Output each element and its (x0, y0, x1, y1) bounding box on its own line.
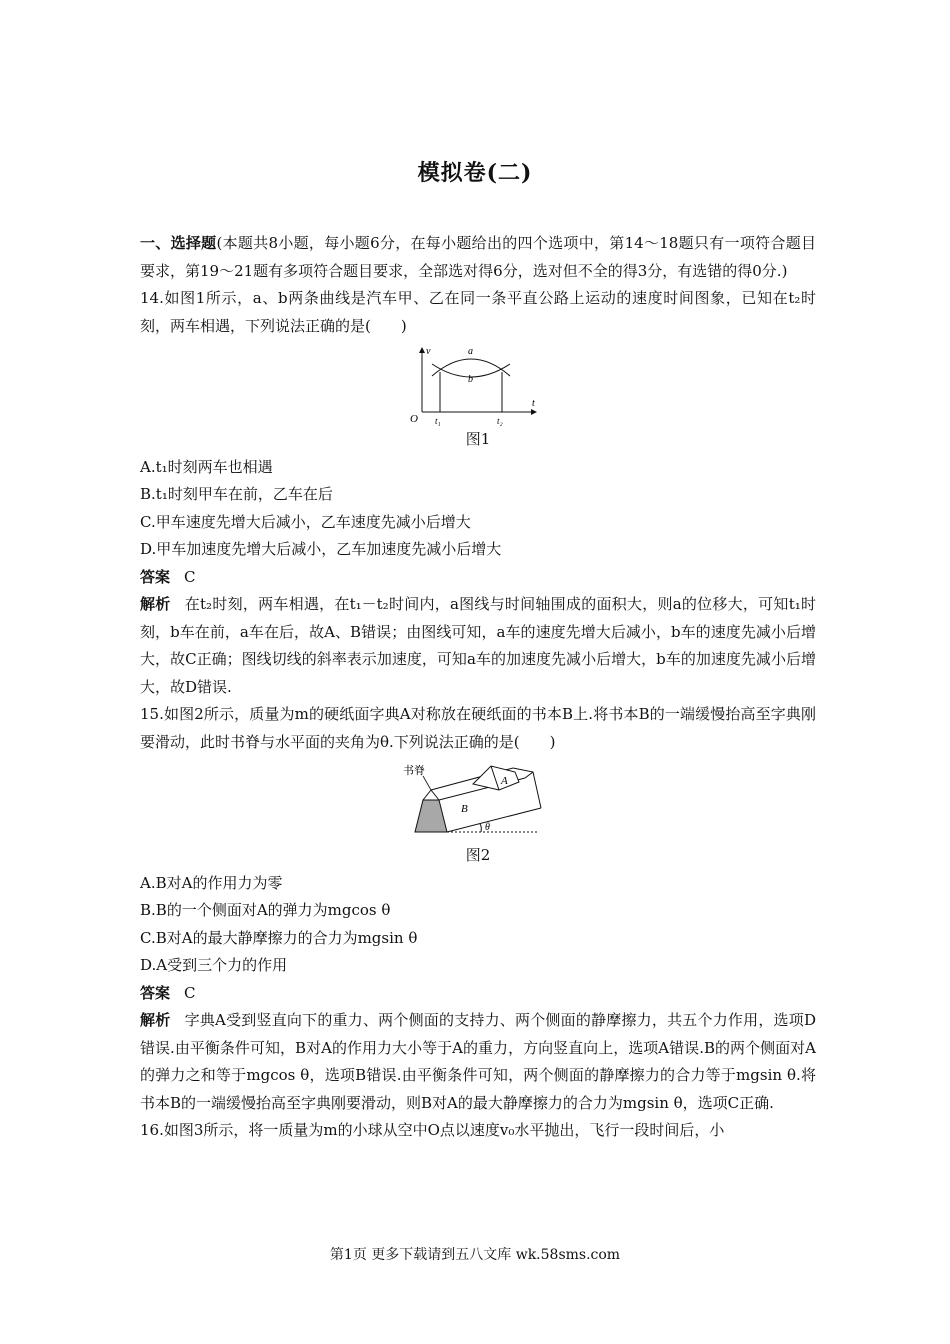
book-end-face (415, 800, 447, 832)
q14-option-a: A.t₁时刻两车也相遇 (140, 457, 273, 476)
q15-option-d: D.A受到三个力的作用 (140, 956, 288, 974)
q14-stem: 14.如图1所示，a、b两条曲线是汽车甲、乙在同一条平直公路上运动的速度时间图象，已知在t₂时刻，两车相遇，下列说法正确的是( ) (140, 289, 816, 335)
q16-stem: 16.如图3所示，将一质量为m的小球从空中O点以速度v₀水平抛出，飞行一段时间后，小 (140, 1121, 725, 1139)
label-a: A (501, 775, 508, 787)
analysis-label: 解析 (140, 1011, 171, 1029)
v-label: v (426, 346, 431, 357)
q14-analysis (140, 591, 816, 701)
figure-1 (140, 344, 816, 426)
origin-label: O (410, 413, 418, 425)
q14-option-d: D.甲车加速度先增大后减小，乙车加速度先减小后增大 (140, 540, 502, 558)
page-title: 模拟卷(二) (417, 160, 533, 186)
dictionary-a (473, 766, 519, 790)
figure-1-caption: 图1 (465, 430, 491, 448)
answer-value: C (184, 567, 196, 586)
label-b: B (461, 803, 468, 815)
analysis-label: 解析 (140, 595, 171, 613)
q14-option-b: B.t₁时刻甲车在前，乙车在后 (140, 485, 333, 503)
page-footer: 第1页 更多下载请到五八文库 wk.58sms.com (329, 1247, 621, 1263)
angle-arc (480, 824, 481, 832)
book-spine-edge (423, 790, 439, 800)
q15-answer (140, 980, 816, 1008)
q15-stem: 15.如图2所示，质量为m的硬纸面字典A对称放在硬纸面的书本B上.将书本B的一端缓慢抬高至字典刚要滑动，此时书脊与水平面的夹角为θ.下列说法正确的是( ) (140, 705, 816, 751)
q14-answer (140, 564, 816, 592)
t-label: t (532, 398, 535, 409)
q15-option-b: B.B的一个侧面对A的弹力为mgcos θ (140, 901, 391, 919)
figure-2 (140, 760, 816, 842)
label-theta: θ (485, 822, 490, 833)
section-instructions: (本题共8小题，每小题6分，在每小题给出的四个选项中，第14～18题只有一项符合题目要求，第19～21题有多项符合题目要求，全部选对得6分，选对但不全的得3分，有选错的得0分.) (140, 234, 816, 280)
vt-graph (408, 344, 548, 426)
answer-label: 答案 (140, 983, 171, 1002)
t2-label: t₂ (497, 416, 503, 426)
spine-label: 书脊 (403, 764, 425, 777)
document-body (140, 230, 816, 1145)
curve-b-label: b (468, 374, 473, 385)
analysis-text: 字典A受到竖直向下的重力、两个侧面的支持力、两个侧面的静摩擦力，共五个力作用，选项D错误.由平衡条件可知，B对A的作用力大小等于A的重力，方向竖直向上，选项A错误.B的两个侧面对A的弹力之和等于mgcos θ，选项B错误.由平衡条件可知，两个侧面的静摩擦力的合力等于mgsin θ.将书本B的一端缓慢抬高至字典刚要滑动，则B对A的最大静摩擦力的合力为mgsin θ，选项C正确. (140, 1011, 816, 1112)
q15-option-c: C.B对A的最大静摩擦力的合力为mgsin θ (140, 928, 418, 947)
analysis-text: 在t₂时刻，两车相遇，在t₁－t₂时间内，a图线与时间轴围成的面积大，则a的位移大，可知t₁时刻，b车在前，a车在后，故A、B错误；由图线可知，a车的速度先增大后减小，b车的速度先减小后增大，故C正确；图线切线的斜率表示加速度，可知a车的加速度先减小后增大，b车的加速度先减小后增大，故D错误. (140, 595, 816, 696)
section-intro (140, 230, 816, 285)
q15-option-a: A.B对A的作用力为零 (140, 873, 283, 892)
section-heading: 一、选择题 (140, 234, 217, 252)
figure-2-caption: 图2 (465, 846, 491, 864)
book-diagram (403, 760, 553, 842)
t1-label: t₁ (435, 416, 441, 426)
answer-label: 答案 (140, 567, 171, 586)
curve-a-label: a (468, 346, 473, 357)
q15-analysis (140, 1007, 816, 1117)
answer-value: C (184, 983, 196, 1002)
q14-option-c: C.甲车速度先增大后减小，乙车速度先减小后增大 (140, 512, 471, 531)
